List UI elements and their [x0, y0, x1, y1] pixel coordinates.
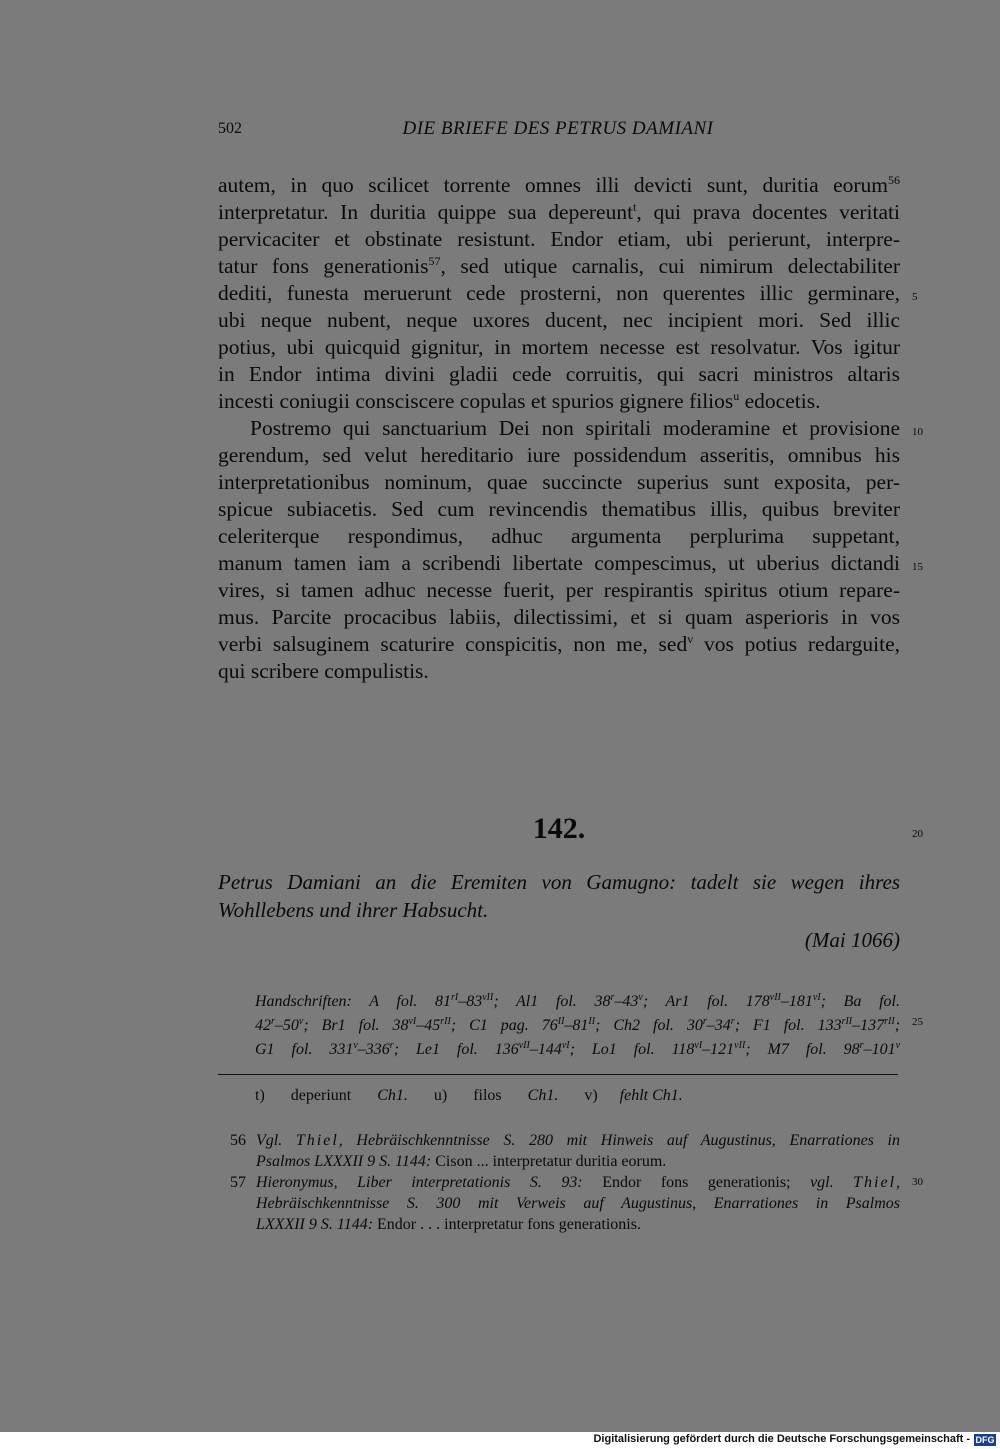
folio-side: vI — [812, 992, 821, 1003]
variant-ref: t — [633, 200, 637, 214]
manuscripts-line: 42$^r$–50$^v$; Br1 fol. $38^{vI}-45^{rII}$; C1 pag. $76^{II}-81^{II}$; Ch2 fol. 30$^r$–34$^r$; F1 fol. $133^{rII}-137^{rII}$; — [255, 1016, 901, 1034]
folio-side: vI — [561, 1040, 570, 1051]
folio-side: II — [557, 1016, 565, 1027]
line-number: 30 — [912, 1176, 923, 1188]
folio-side: v — [638, 992, 643, 1003]
folio-side: r — [730, 1016, 735, 1027]
line-number: 5 — [912, 291, 918, 303]
variant-apparatus — [255, 1087, 705, 1105]
text-line: Postremo qui sanctuarium Dei non spiritali moderamine et provisione — [250, 416, 900, 440]
variant-entry: v) fehlt Ch1. — [584, 1087, 683, 1104]
folio-side: vII — [518, 1040, 530, 1051]
folio-side: vI — [408, 1016, 417, 1027]
text-line: pervicaciter et obstinate resistunt. Endor etiam, ubi perierunt, interpre- — [218, 227, 900, 251]
footnote-56 — [218, 1130, 900, 1174]
folio-side: rII — [841, 1016, 853, 1027]
text-line: ubi neque nubent, neque uxores ducent, nec incipient mori. Sed illic — [218, 308, 900, 332]
text-line: dediti, funesta meruerunt cede prosterni, non querentes illic germinare, — [218, 281, 900, 305]
text-line: qui scribere compulistis. — [218, 659, 429, 683]
dfg-logo[interactable]: DFG — [975, 1435, 995, 1445]
folio-side: rI — [450, 992, 459, 1003]
folio-side: vII — [769, 992, 781, 1003]
summary-line: Wohllebens und ihrer Habsucht. — [218, 898, 489, 922]
folio-side: r — [389, 1040, 394, 1051]
text-line: spicue subiacetis. Sed cum revincendis thematibus illis, quibus breviter — [218, 497, 900, 521]
footnote-ref: 57 — [428, 254, 441, 268]
running-title: DIE BRIEFE DES PETRUS DAMIANI — [402, 118, 714, 139]
folio-side: rII — [884, 1016, 895, 1027]
text-line: verbi salsuginem scaturire conspicitis, non me, sed$^v$ vos potius redarguite, — [218, 632, 900, 656]
line-number: 10 — [912, 426, 923, 438]
text-line: in Endor intima divini gladii cede corruitis, qui sacri ministros altaris — [218, 362, 900, 386]
folio-side: II — [588, 1016, 596, 1027]
folio-side: vI — [694, 1040, 703, 1051]
footnote-number: 57 — [230, 1174, 246, 1191]
folio-side: vII — [482, 992, 494, 1003]
manuscripts-line: G1 fol. 331$^v$–336$^r$; Le1 fol. $136^{vII}-144^{vI}$; Lo1 fol. $118^{vI}-121^{vII}$; M7 fol. 98$^r$–101$^v$ — [255, 1040, 901, 1058]
manuscripts-line: Handschriften: A fol. $81^{rI}-83^{vII}$; Al1 fol. 38$^r$–43$^v$; Ar1 fol. $178^{vII}-181^{vI}$; Ba fol. — [255, 992, 900, 1010]
text-line: vires, si tamen adhuc necesse fuerit, per respirantis spiritus otium repare- — [218, 578, 900, 602]
folio-side: r — [702, 1016, 707, 1027]
footnote-number: 56 — [230, 1132, 246, 1149]
footnote-line: LXXXII 9 S. 1144: Endor . . . interpretatur fons generationis. — [256, 1216, 641, 1233]
folio-side: v — [895, 1040, 901, 1051]
text-line: celeriterque respondimus, adhuc argumenta perplurima suppetant, — [218, 524, 900, 548]
folio-side: vII — [734, 1040, 746, 1051]
footnote-57 — [218, 1172, 900, 1238]
date-line: (Mai 1066) — [804, 928, 900, 952]
text-line: tatur fons generationis$^{57}$, sed utique carnalis, cui nimirum delectabiliter — [218, 254, 900, 278]
page-number: 502 — [218, 120, 242, 137]
text-line: gerendum, sed velut hereditario iure possidendum asseritis, omnibus his — [218, 443, 900, 467]
variant-entry: u) filos Ch1. — [433, 1087, 559, 1104]
text-line: potius, ubi quicquid gignitur, in mortem necesse est resolvatur. Vos igitur — [218, 335, 900, 359]
footnote-rule — [218, 1074, 898, 1075]
footnote-line: Vgl. Thiel, Hebräischkenntnisse S. 280 mit Hinweis auf Augustinus, Enarrationes in — [256, 1132, 901, 1149]
variant-ref: u — [733, 389, 740, 403]
folio-side: v — [298, 1016, 304, 1027]
running-header — [218, 118, 898, 144]
footer-bar — [0, 1432, 1000, 1449]
text-line: manum tamen iam a scribendi libertate compescimus, ut uberius dictandi — [218, 551, 900, 575]
line-number: 25 — [912, 1016, 923, 1028]
text-line: autem, in quo scilicet torrente omnes illi devicti sunt, duritia eorum$^{56}$ — [218, 173, 900, 197]
variant-ref: v — [687, 632, 694, 646]
folio-side: r — [271, 1016, 275, 1027]
footnote-line: Psalmos LXXXII 9 S. 1144: Cison ... interpretatur duritia eorum. — [256, 1153, 667, 1170]
text-line: interpretationibus nominum, quae succincte superius sunt exposita, per- — [218, 470, 900, 494]
folio-side: r — [859, 1040, 864, 1051]
footnote-line: Hebräischkenntnisse S. 300 mit Verweis auf Augustinus, Enarrationes in Psalmos — [256, 1195, 900, 1212]
footer-credit: Digitalisierung gefördert durch die Deutsche Forschungsgemeinschaft - — [593, 1433, 970, 1445]
folio-side: rII — [440, 1016, 451, 1027]
folio-side: r — [610, 992, 615, 1003]
folio-side: v — [353, 1040, 358, 1051]
text-line: interpretatur. In duritia quippe sua depereunt$^t$, qui prava docentes veritati — [218, 200, 900, 224]
text-line: incesti coniugii consciscere copulas et spurios gignere filios$^u$ edocetis. — [218, 389, 821, 413]
line-number: 15 — [912, 561, 923, 573]
footnote-ref: 56 — [888, 173, 900, 187]
text-line: mus. Parcite procacibus labiis, dilectissimi, et si quam asperioris in vos — [218, 605, 900, 629]
footnote-line: Hieronymus, Liber interpretationis S. 93: Endor fons generationis; vgl. Thiel, — [256, 1174, 901, 1191]
line-number: 20 — [912, 828, 923, 840]
document-number: 142. — [532, 812, 586, 845]
summary-line: Petrus Damiani an die Eremiten von Gamugno: tadelt sie wegen ihres — [218, 870, 900, 894]
variant-entry: t) deperiunt Ch1. — [255, 1087, 408, 1104]
